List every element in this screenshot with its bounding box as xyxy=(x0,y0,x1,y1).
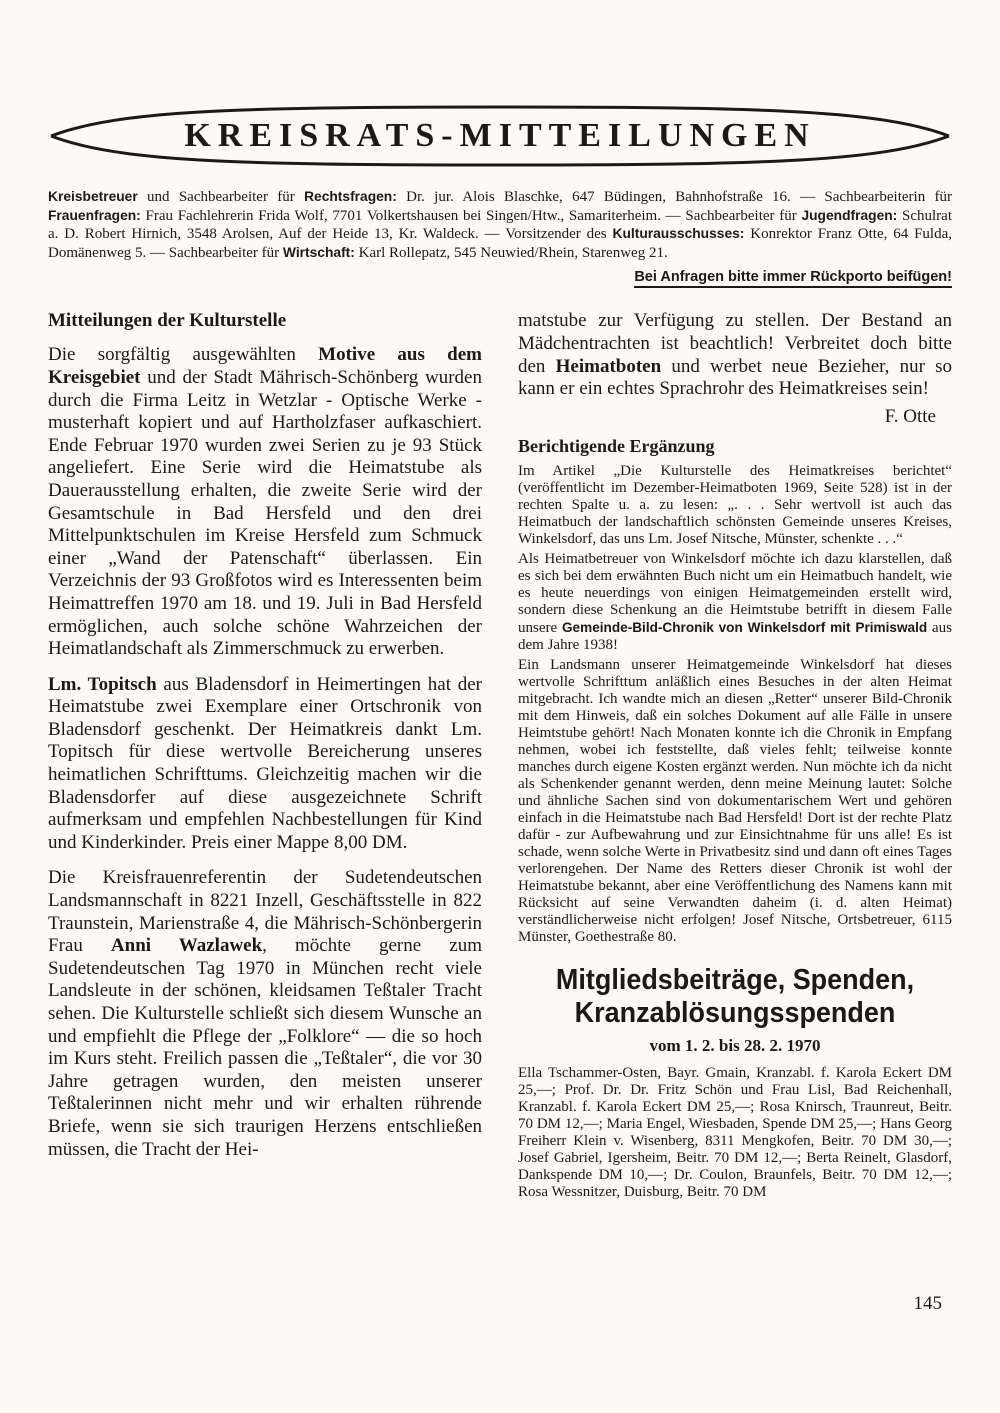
text-segment: und Sachbearbeiter für xyxy=(137,189,305,205)
signature-f-otte: F. Otte xyxy=(884,405,936,427)
section-heading-ergaenzung: Berichtigende Ergänzung xyxy=(518,435,715,456)
text-segment: Konrektor Franz Otte, 64 Fulda, Domänenweg 5. — Sachbearbeiter für xyxy=(48,226,953,261)
text-segment: Frau Fachlehrerin Frida Wolf, 7701 Volkertshausen bei Singen/Htw., Samariterheim. — Sachbearbeiter für xyxy=(140,207,802,224)
emphasized-text: Heimatboten xyxy=(555,355,662,377)
emphasized-text: Jugendfragen: xyxy=(801,207,898,223)
masthead-title: KREISRATS-MITTEILUNGEN xyxy=(184,117,816,154)
page-number: 145 xyxy=(913,1293,942,1314)
notice-row xyxy=(48,268,952,286)
text-segment: aus dem Jahre 1938! xyxy=(518,619,952,653)
emphasized-text: Lm. Topitsch xyxy=(48,673,157,695)
two-column-body xyxy=(48,310,952,1203)
text-segment: Die Kreisfrauenreferentin der Sudetendeutschen Landsmannschaft in 8221 Inzell, Geschäftsstelle in 822 Traunstein, Marienstraße 4, die Mährisch-Schönbergerin Frau xyxy=(48,867,482,957)
text-segment: Karl Rollepatz, 545 Neuwied/Rhein, Starenweg 21. xyxy=(354,244,668,261)
paragraph-ergaenzung-2 xyxy=(518,551,952,654)
section-heading-kulturstelle: Mitteilungen der Kulturstelle xyxy=(48,310,287,332)
emphasized-text: Kreisbetreuer xyxy=(48,189,138,204)
donations-list: Ella Tschammer-Osten, Bayr. Gmain, Kranzabl. f. Karola Eckert DM 25,—; Prof. Dr. Dr. Fritz Schön und Frau Lisl, Bad Reichenhall, Kranzabl. f. Karola Eckert DM 25,—; Rosa Knirsch, Traunreut, Beitr. 70 DM 12,—; Maria Engel, Wiesbaden, Spende DM 25,—; Hans Georg Freiherr Klein v. Wisenberg, 8311 Mengkofen, Beitr. 70 DM 30,—; Josef Gabriel, Igersheim, Beitr. 70 DM 12,—; Berta Reinelt, Glasdorf, Dankspende DM 10,—; Dr. Coulon, Braunfels, Beitr. 70 DM 12,—; Rosa Wessnitzer, Duisburg, Beitr. 70 DM xyxy=(518,1064,952,1200)
paragraph-kulturstelle-3 xyxy=(48,867,482,1161)
emphasized-text: Gemeinde-Bild-Chronik von Winkelsdorf mit Primiswald xyxy=(561,619,928,635)
paragraph-kulturstelle-1 xyxy=(48,344,482,660)
text-segment: und der Stadt Mährisch-Schönberg wurden durch die Firma Leitz in Wetzlar - Optische Werke - musterhaft kopiert und auf Hartholzfaser aufkaschiert. Ende Februar 1970 wurden zwei Serien zu je 93 Stück angeliefert. Eine Serie wird die Heimatstube als Dauerausstellung erhalten, die zweite Serie wird der Gesamtschule in Bad Hersfeld und den drei Mittelpunktschulen im Kreise Hersfeld zum Schmuck einer „Wand der Patenschaft“ überlassen. Ein Verzeichnis der 93 Großfotos wird es Interessenten beim Heimattreffen 1970 am 18. und 19. Juli in Bad Hersfeld ermöglichen, auch solche schöne Wahrzeichen der Heimatlandschaft als Zimmerschmuck zu erwerben. xyxy=(48,366,482,660)
officials-contact-paragraph xyxy=(48,188,952,262)
donations-date-range: vom 1. 2. bis 28. 2. 1970 xyxy=(649,1035,821,1055)
text-segment: , möchte gerne zum Sudetendeutschen Tag 1970 in München recht viele Landsleute in der schönen, kleidsamen Teßtaler Tracht sehen. Die Kulturstelle schließt sich diesem Wunsche an und empfiehlt die Pflege der „Folklore“ — die so hoch im Kurs steht. Freilich passen die „Teßtaler“, die vor 30 Jahre getragen wurden, den meisten unserer Teßtalerinnen nicht mehr und wir erhalten rührende Briefe, wenn sie sich traurigen Herzens entschließen müssen, die Tracht der Hei- xyxy=(48,935,482,1160)
text-segment: Schulrat a. D. Robert Hirnich, 3548 Arolsen, Auf der Heide 13, Kr. Waldeck. — Vorsitzender des xyxy=(48,207,952,243)
paragraph-ergaenzung-3: Ein Landsmann unserer Heimatgemeinde Winkelsdorf hat dieses wertvolle Schrifttum anläßlich eines Besuches in der alten Heimat mitgebracht. Ich wandte mich an diesen „Retter“ unserer Bild-Chronik mit dem Hinweis, daß ein solches Dokument auf alle Fälle in unsere Heimtstube gehört! Nach Monaten konnte ich die Chronik in Empfang nehmen, wobei ich feststellte, daß vieles fehlt; teilweise konnte manches durch eigene Kosten ergänzt werden. Nun möchte ich da nicht als Schenkender genannt werden, denn meine Meinung lautet: Solche und ähnliche Sachen sind von dokumentarischem Wert und gehören einfach in die Heimatstube nach Bad Hersfeld! Dort ist der rechte Platz dafür - zur Aufbewahrung und zur Einsichtnahme für uns alle! Es ist schade, wenn solche Werte in Privatbesitz sind und dann oft eines Tages verlorengehen. Der Name des Retters dieser Chronik ist wohl der Heimatstube bekannt, aber eine Veröffentlichung des Namens kann mit Rücksicht auf seine Verwandten daheim (i. d. alten Heimat) verständlicherweise nicht erfolgen! Josef Nitsche, Ortsbetreuer, 6115 Münster, Goethestraße 80. xyxy=(518,656,952,945)
emphasized-text: Wirtschaft: xyxy=(282,244,355,260)
text-segment: Die sorgfältig ausgewählten xyxy=(48,344,319,366)
emphasized-text: Kulturausschusses: xyxy=(612,226,745,242)
text-segment: aus Bladensdorf in Heimertingen hat der Heimatstube zwei Exemplare einer Ortschronik von Bladensdorf geschenkt. Der Heimatkreis dankt Lm. Topitsch für diese wertvolle Bereicherung unseres heimatlichen Schrifttums. Gleichzeitig machen wir die Bladensdorfer auf diese ausgezeichnete Schrift aufmerksam und empfehlen Nachbestellungen für Kind und Kinderkinder. Preis einer Mappe 8,00 DM. xyxy=(48,673,482,853)
text-segment: Als Heimatbetreuer von Winkelsdorf möchte ich dazu klarstellen, daß es sich bei dem erwähnten Buch nicht um ein Heimatbuch handelt, wie es heute neuerdings von einigen Heimatgemeinden erstellt wird, sondern diese Schenkung an die Heimtstube betrifft in diesem Falle unsere xyxy=(518,550,952,636)
donations-title-line1: Mitgliedsbeiträge, Spenden, xyxy=(555,963,915,996)
right-column xyxy=(518,310,952,1203)
text-segment: und werbet neue Bezieher, nur so kann er ein echtes Sprachrohr des Heimatkreises sein! xyxy=(518,355,953,400)
emphasized-text: Frauenfragen: xyxy=(48,207,141,223)
paragraph-ergaenzung-1: Im Artikel „Die Kulturstelle des Heimatkreises berichtet“ (veröffentlicht im Dezember-Heimatboten 1969, Seite 528) ist in der rechten Spalte u. a. zu lesen: „. . . Sehr wertvoll ist auch das Heimatbuch der landschaftlich schönsten Gemeinde unseres Kreises, Winkelsdorf, das uns Lm. Josef Nitsche, Münster, schenkte . . .“ xyxy=(518,462,952,547)
emphasized-text: Motive aus dem Kreisgebiet xyxy=(48,344,482,388)
emphasized-text: Anni Wazlawek xyxy=(110,935,263,957)
donations-title-line2: Kranzablösungsspenden xyxy=(574,996,896,1029)
text-segment: matstube zur Verfügung zu stellen. Der Bestand an Mädchentrachten ist beachtlich! Verbreitet doch bitte den xyxy=(518,310,952,377)
emphasized-text: Rechtsfragen: xyxy=(304,189,397,204)
paragraph-kulturstelle-continued xyxy=(518,310,952,400)
text-segment: Dr. jur. Alois Blaschke, 647 Büdingen, Bahnhofstraße 16. — Sachbearbeiterin für xyxy=(396,189,952,205)
return-postage-notice: Bei Anfragen bitte immer Rückporto beifügen! xyxy=(634,269,952,288)
paragraph-kulturstelle-2 xyxy=(48,674,482,855)
masthead xyxy=(47,104,953,168)
left-column xyxy=(48,310,482,1203)
section-heading-donations xyxy=(533,964,937,1030)
